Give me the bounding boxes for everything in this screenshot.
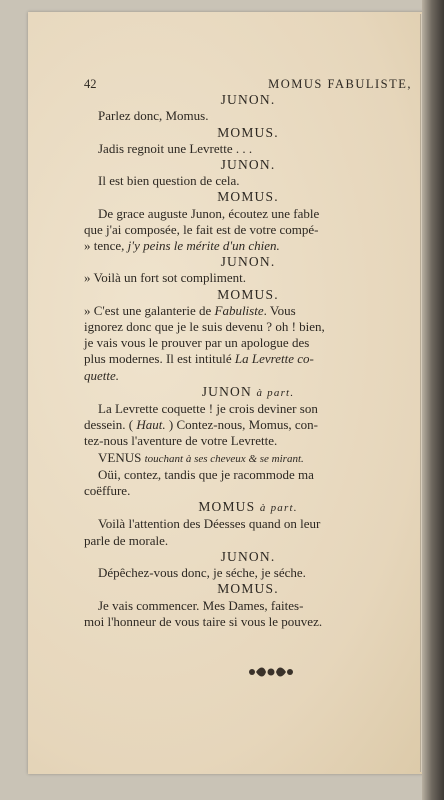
fleuron-ornament-icon	[246, 664, 296, 680]
speaker-momus: MOMUS.	[217, 189, 279, 205]
dialogue-line	[84, 417, 412, 433]
page-number: 42	[84, 77, 97, 91]
dialogue-line	[84, 303, 412, 319]
dialogue-line	[84, 238, 412, 254]
italic-fragment: j'y peins le mérite d'un chien.	[127, 238, 280, 254]
running-header	[84, 76, 412, 92]
dialogue-line: parle de morale.	[84, 532, 169, 548]
dialogue-line: La Levrette coquette ! je crois deviner son	[98, 401, 318, 417]
running-title: MOMUS FABULISTE,	[268, 77, 412, 91]
dialogue-fragment: » C'est une galanterie de	[84, 302, 215, 318]
speaker-momus: MOMUS.	[217, 286, 279, 302]
dialogue-line: Parlez donc, Momus.	[98, 108, 209, 124]
dialogue-line: que j'ai composée, le fait est de votre compé-	[84, 221, 319, 237]
dialogue-line: Jadis regnoit une Levrette . . .	[98, 140, 253, 156]
dialogue-line: Dépêchez-vous donc, je séche, je séche.	[98, 565, 306, 581]
stage-direction: à part.	[259, 502, 298, 515]
speaker-junon: JUNON.	[220, 548, 276, 564]
dialogue-line: tez-nous l'aventure de votre Levrette.	[84, 433, 278, 449]
dialogue-line: quette.	[84, 367, 120, 383]
speaker-momus: MOMUS.	[217, 124, 279, 140]
dialogue-fragment: . Vous	[263, 302, 296, 318]
dialogue-fragment: ) Contez-nous, Momus, con-	[165, 417, 318, 433]
dialogue-line: » Voilà un fort sot compliment.	[84, 270, 247, 286]
italic-fragment: Fabuliste	[214, 302, 264, 318]
dialogue-line: Il est bien question de cela.	[98, 173, 240, 189]
dialogue-line: moi l'honneur de vous taire si vous le pouvez.	[84, 613, 323, 629]
speaker-name: MOMUS	[198, 499, 260, 515]
dialogue-line: je vais vous le prouver par un apologue des	[84, 335, 310, 351]
dialogue-line: ignorez donc que je le suis devenu ? oh ! bien,	[84, 319, 325, 335]
dialogue-line: Je vais commencer. Mes Dames, faites-	[98, 597, 304, 613]
dialogue-fragment: dessein. (	[84, 417, 137, 433]
italic-fragment: La Levrette co-	[234, 351, 314, 367]
speaker-junon: JUNON.	[220, 157, 276, 173]
speaker-name: JUNON	[201, 383, 257, 399]
dialogue-line: De grace auguste Junon, écoutez une fable	[98, 205, 320, 221]
speaker-momus-aside	[84, 499, 412, 516]
speaker-junon-aside	[84, 384, 412, 401]
page-text	[84, 76, 412, 630]
stage-direction: touchant à ses cheveux & se mirant.	[144, 452, 304, 465]
speaker-venus	[84, 450, 412, 467]
speaker-momus: MOMUS.	[217, 581, 279, 597]
dialogue-fragment: » tence,	[84, 238, 128, 254]
speaker-name: VENUS	[98, 449, 145, 465]
dialogue-line: Voilà l'attention des Déesses quand on leur	[98, 516, 321, 532]
dialogue-line: coëffure.	[84, 483, 131, 499]
stage-direction: Haut.	[136, 417, 166, 433]
book-spine	[422, 0, 444, 800]
dialogue-fragment: plus modernes. Il est intitulé	[84, 351, 235, 367]
dialogue-line: Oüi, contez, tandis que je racommode ma	[98, 466, 314, 482]
dialogue-line	[84, 351, 412, 367]
stage-direction: à part.	[256, 386, 295, 399]
speaker-junon: JUNON.	[220, 254, 276, 270]
speaker-junon: JUNON.	[220, 92, 276, 108]
